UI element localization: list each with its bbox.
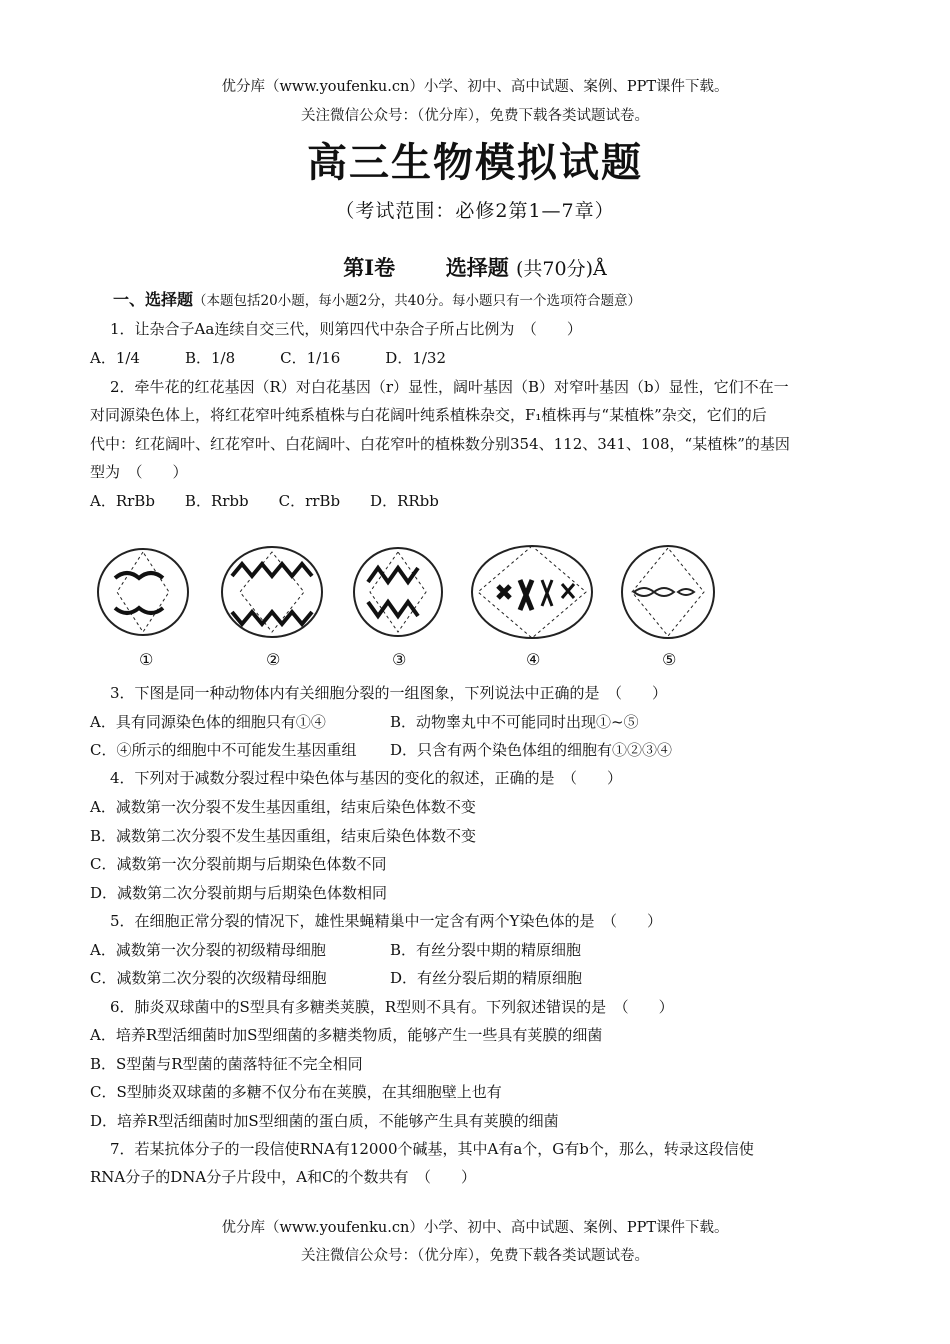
q6-option-c: C．S型肺炎双球菌的多糖不仅分布在荚膜，在其细胞壁上也有 <box>90 1083 502 1101</box>
header-line-2: 关注微信公众号：（优分库），免费下载各类试题试卷。 <box>301 108 649 124</box>
part-name: 选择题 <box>445 255 509 280</box>
q5-option-a: A．减数第一次分裂的初级精母细胞 <box>90 941 326 959</box>
q3-option-b: B．动物睾丸中不可能同时出现①~⑤ <box>390 713 639 731</box>
svg-text:④: ④ <box>526 650 541 669</box>
q7-line-1: 7．若某抗体分子的一段信使RNA有12000个碱基，其中A有a个，G有b个，那么，转录这段信使 <box>110 1140 754 1158</box>
header-line-1: 优分库（www.youfenku.cn）小学、初中、高中试题、案例、PPT课件下载。 <box>221 79 729 95</box>
cell-1 <box>98 549 188 669</box>
part-score: (共70分)Å <box>516 258 607 280</box>
page-title: 高三生物模拟试题 <box>307 140 643 186</box>
q5-option-c: C．减数第二次分裂的次级精母细胞 <box>90 969 327 987</box>
q5-option-d: D．有丝分裂后期的精原细胞 <box>390 969 583 987</box>
cell-3 <box>354 548 442 669</box>
q3-option-a: A．具有同源染色体的细胞只有①④ <box>90 713 326 731</box>
section-label: 一、选择题 <box>113 290 194 309</box>
cell-4 <box>472 546 592 669</box>
svg-text:①: ① <box>139 650 154 669</box>
section-note: （本题包括20小题，每小题2分，共40分。每小题只有一个选项符合题意） <box>193 293 641 309</box>
footer-line-1: 优分库（www.youfenku.cn）小学、初中、高中试题、案例、PPT课件下载。 <box>221 1220 729 1236</box>
svg-text:③: ③ <box>392 650 407 669</box>
q6-option-d: D．培养R型活细菌时加S型细菌的蛋白质，不能够产生具有荚膜的细菌 <box>90 1112 559 1130</box>
q4-option-d: D．减数第二次分裂前期与后期染色体数相同 <box>90 884 388 902</box>
q1-stem: 1．让杂合子Aa连续自交三代，则第四代中杂合子所占比例为 （ ） <box>110 320 582 338</box>
q3-stem: 3．下图是同一种动物体内有关细胞分裂的一组图象，下列说法中正确的是 （ ） <box>110 684 668 702</box>
page-subtitle: （考试范围：必修2第1—7章） <box>335 200 615 222</box>
q3-option-d: D．只含有两个染色体组的细胞有①②③④ <box>390 741 673 759</box>
cell-2 <box>222 547 322 669</box>
svg-text:②: ② <box>266 650 281 669</box>
cell-division-figure <box>95 540 725 675</box>
q1-options: A．1/4 B．1/8 C．1/16 D．1/32 <box>90 349 447 367</box>
footer-line-2: 关注微信公众号：（优分库），免费下载各类试题试卷。 <box>301 1248 649 1264</box>
part-label: 第Ⅰ卷 <box>343 255 396 280</box>
q4-option-c: C．减数第一次分裂前期与后期染色体数不同 <box>90 855 387 873</box>
q4-option-a: A．减数第一次分裂不发生基因重组，结束后染色体数不变 <box>90 798 476 816</box>
q3-option-c: C．④所示的细胞中不可能发生基因重组 <box>90 741 357 759</box>
q5-stem: 5．在细胞正常分裂的情况下，雄性果蝇精巢中一定含有两个Y染色体的是 （ ） <box>110 912 662 930</box>
q6-stem: 6．肺炎双球菌中的S型具有多糖类荚膜，R型则不具有。下列叙述错误的是 （ ） <box>110 998 674 1016</box>
q2-line-3: 代中：红花阔叶、红花窄叶、白花阔叶、白花窄叶的植株数分别354、112、341、108，“某植株”的基因 <box>90 435 790 453</box>
q2-options: A．RrBb B．Rrbb C．rrBb D．RRbb <box>90 492 439 510</box>
q2-line-4: 型为 （ ） <box>90 463 188 481</box>
part-heading <box>0 254 950 283</box>
q2-line-2: 对同源染色体上，将红花窄叶纯系植株与白花阔叶纯系植株杂交，F₁植株再与“某植株”杂交，它们的后 <box>90 406 767 424</box>
svg-text:⑤: ⑤ <box>662 650 677 669</box>
q6-option-b: B．S型菌与R型菌的菌落特征不完全相同 <box>90 1055 363 1073</box>
q2-line-1: 2．牵牛花的红花基因（R）对白花基因（r）显性，阔叶基因（B）对窄叶基因（b）显性，它们不在一 <box>110 378 789 396</box>
section-heading <box>113 290 641 311</box>
q4-stem: 4．下列对于减数分裂过程中染色体与基因的变化的叙述，正确的是 （ ） <box>110 769 623 787</box>
q4-option-b: B．减数第二次分裂不发生基因重组，结束后染色体数不变 <box>90 827 477 845</box>
q7-line-2: RNA分子的DNA分子片段中，A和C的个数共有 （ ） <box>90 1168 477 1186</box>
q5-option-b: B．有丝分裂中期的精原细胞 <box>390 941 582 959</box>
q6-option-a: A．培养R型活细菌时加S型细菌的多糖类物质，能够产生一些具有荚膜的细菌 <box>90 1026 603 1044</box>
cell-5 <box>622 546 714 669</box>
